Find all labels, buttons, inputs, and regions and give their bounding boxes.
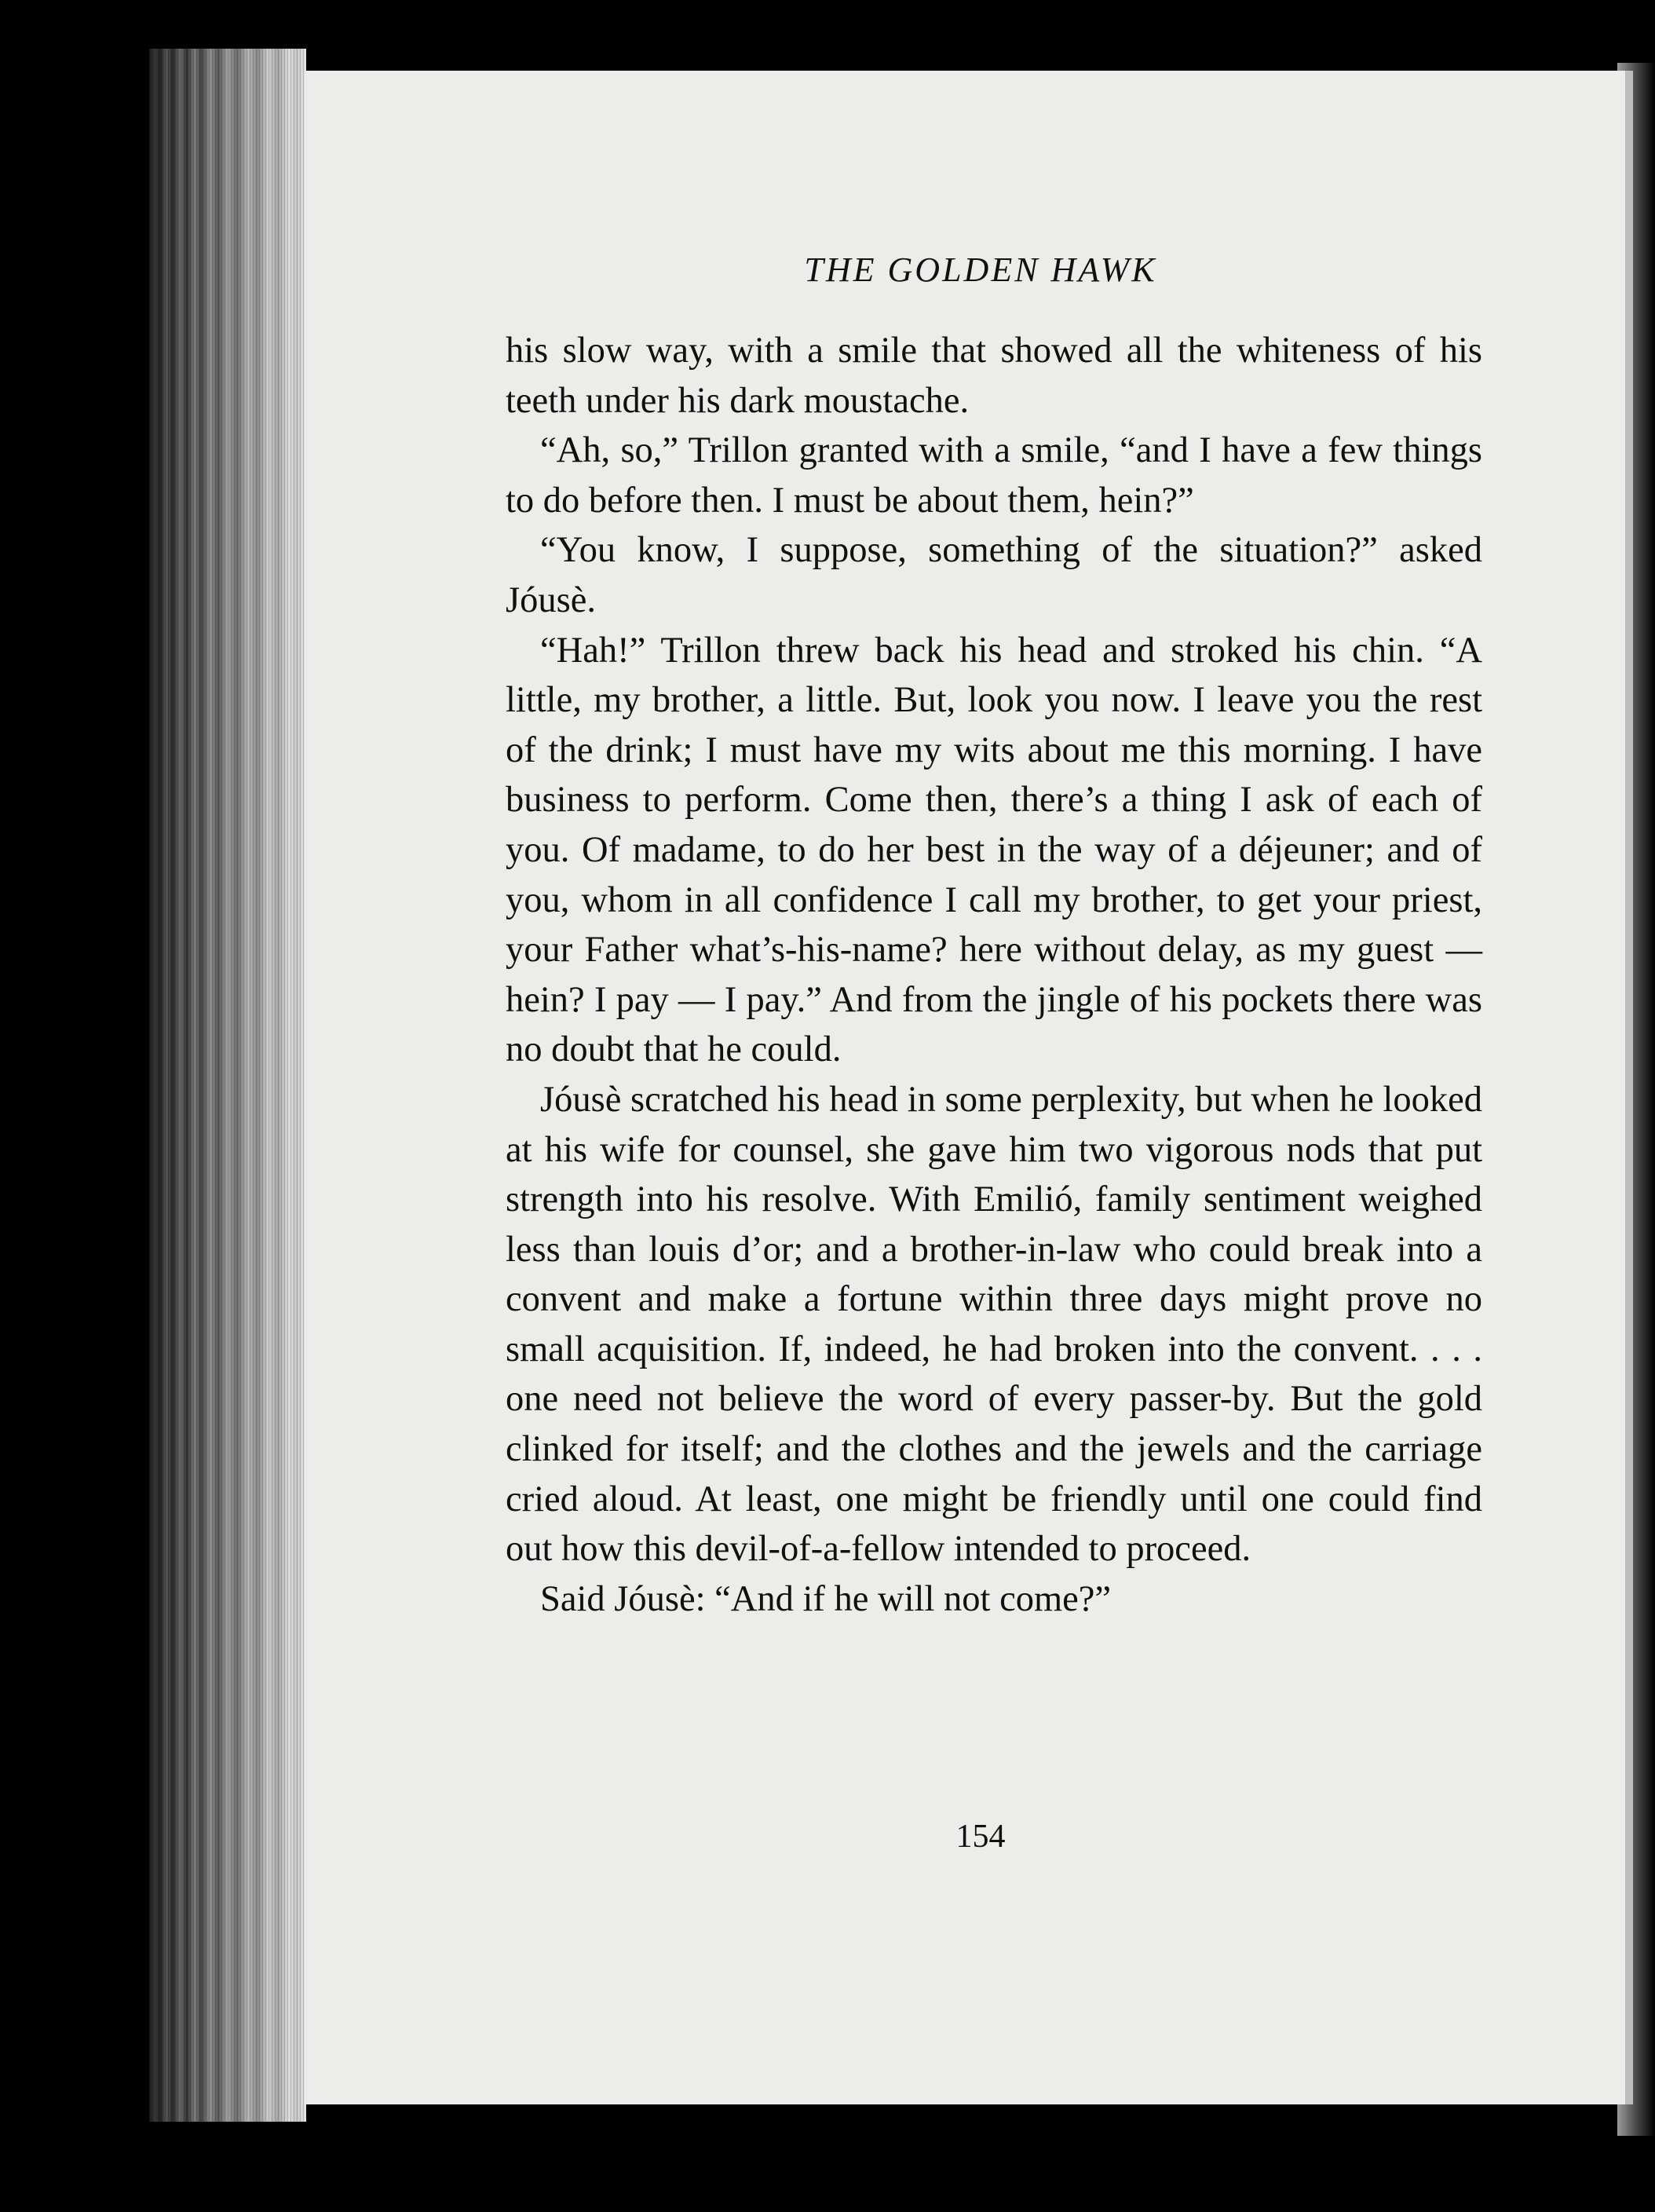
body-text <box>506 326 1482 1624</box>
paragraph: Jóusè scratched his head in some perplexity, but when he looked at his wife for counsel, she gave him two vigorous nods that put strength into his resolve. With Emilió, family sentiment weighed less than louis d’or; and a brother-in-law who could break into a convent and make a fortune within three days might prove no small acquisition. If, indeed, he had broken into the convent. . . . one need not believe the word of every passer-by. But the gold clinked for itself; and the clothes and the jewels and the carriage cried aloud. At least, one might be friendly until one could find out how this devil-of-a-fellow intended to proceed. <box>506 1079 1482 1570</box>
page-number: 154 <box>955 1819 1006 1855</box>
running-head: THE GOLDEN HAWK <box>804 250 1157 289</box>
book-page <box>305 71 1633 2104</box>
paragraph: “Hah!” Trillon threw back his head and stroked his chin. “A little, my brother, a little. But, look you now. I leave you the rest of the drink; I must have my wits about me this morning. I have business to perform. Come then, there’s a thing I ask of each of you. Of madame, to do her best in the way of a déjeuner; and of you, whom in all confidence I call my brother, to get your priest, your Father what’s-his-name? here without delay, as my guest — hein? I pay — I pay.” And from the jingle of his pockets there was no doubt that he could. <box>506 630 1482 1070</box>
paragraph: his slow way, with a smile that showed all the whiteness of his teeth under his dark moustache. <box>506 331 1482 421</box>
paragraph: “Ah, so,” Trillon granted with a smile, “and I have a few things to do before then. I must be about them, hein?” <box>506 430 1482 521</box>
paragraph: Said Jóusè: “And if he will not come?” <box>540 1578 1112 1619</box>
page-edge-stack <box>149 49 306 2122</box>
paragraph: “You know, I suppose, something of the situation?” asked Jóusè. <box>506 530 1482 620</box>
